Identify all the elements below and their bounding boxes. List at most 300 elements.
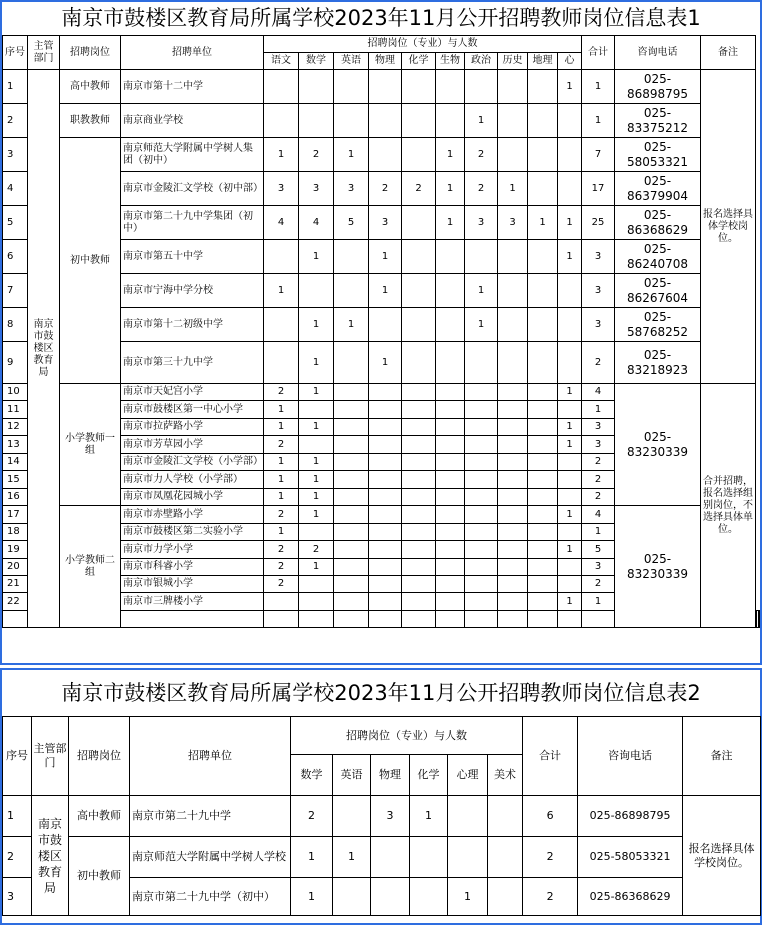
total-cell: 1 — [582, 70, 615, 104]
count-cell — [528, 506, 558, 524]
seq-cell: 2 — [3, 837, 32, 878]
phone-cell: 025-83218923 — [615, 342, 701, 384]
count-cell: 1 — [264, 138, 299, 172]
count-cell — [436, 454, 465, 471]
seq-cell: 22 — [3, 593, 28, 611]
phone-cell: 025-83230339 — [615, 506, 701, 628]
count-cell — [402, 541, 436, 559]
count-cell — [558, 454, 582, 471]
count-cell: 1 — [436, 138, 465, 172]
total-cell: 3 — [582, 419, 615, 436]
seq-cell: 17 — [3, 506, 28, 524]
seq-cell: 21 — [3, 576, 28, 593]
phone-cell: 025-83230339 — [615, 384, 701, 506]
count-cell — [558, 138, 582, 172]
count-cell — [402, 384, 436, 401]
count-cell — [498, 138, 528, 172]
count-cell — [402, 454, 436, 471]
count-cell: 1 — [369, 274, 402, 308]
count-cell — [528, 342, 558, 384]
unit-cell: 南京商业学校 — [121, 104, 264, 138]
header-subject: 数学 — [299, 53, 334, 70]
count-cell — [498, 70, 528, 104]
total-cell: 2 — [582, 489, 615, 506]
count-cell — [299, 593, 334, 611]
count-cell — [528, 240, 558, 274]
count-cell — [402, 524, 436, 541]
count-cell: 1 — [299, 240, 334, 274]
header-seq: 序号 — [3, 717, 32, 796]
total-cell: 4 — [582, 384, 615, 401]
seq-cell: 3 — [3, 138, 28, 172]
total-cell: 25 — [582, 206, 615, 240]
count-cell: 1 — [333, 837, 371, 878]
count-cell — [448, 796, 488, 837]
count-cell — [264, 240, 299, 274]
header-subject: 化学 — [402, 53, 436, 70]
count-cell — [465, 506, 498, 524]
unit-cell: 南京市鼓楼区第二实验小学 — [121, 524, 264, 541]
header-phone: 咨询电话 — [578, 717, 683, 796]
count-cell — [369, 419, 402, 436]
count-cell: 1 — [264, 274, 299, 308]
unit-cell: 南京市银城小学 — [121, 576, 264, 593]
count-cell: 1 — [436, 172, 465, 206]
header-subject: 心 — [558, 53, 582, 70]
count-cell: 1 — [558, 240, 582, 274]
header-unit: 招聘单位 — [121, 36, 264, 70]
post-cell: 职教教师 — [60, 104, 121, 138]
table-row — [3, 70, 760, 104]
count-cell — [498, 506, 528, 524]
phone-cell: 025-58053321 — [615, 138, 701, 172]
count-cell — [528, 541, 558, 559]
phone-cell: 025-86368629 — [615, 206, 701, 240]
count-cell — [436, 104, 465, 138]
table-row — [3, 36, 760, 53]
count-cell — [528, 524, 558, 541]
count-cell — [334, 384, 369, 401]
header-dept: 主管部门 — [32, 717, 69, 796]
count-cell — [369, 541, 402, 559]
count-cell — [498, 541, 528, 559]
total-cell: 3 — [582, 308, 615, 342]
total-cell: 2 — [582, 454, 615, 471]
post-cell: 初中教师 — [60, 138, 121, 384]
total-cell: 3 — [582, 559, 615, 576]
count-cell: 1 — [299, 471, 334, 489]
count-cell — [558, 104, 582, 138]
count-cell — [528, 576, 558, 593]
header-subject-group: 招聘岗位（专业）与人数 — [291, 717, 523, 755]
seq-cell: 3 — [3, 878, 32, 916]
header-subject: 化学 — [410, 755, 448, 796]
count-cell — [410, 837, 448, 878]
count-cell — [465, 454, 498, 471]
table-row — [3, 796, 761, 837]
count-cell — [528, 70, 558, 104]
count-cell: 1 — [264, 401, 299, 419]
seq-cell: 10 — [3, 384, 28, 401]
unit-cell — [264, 611, 299, 628]
count-cell — [264, 593, 299, 611]
total-cell: 3 — [582, 274, 615, 308]
unit-cell: 南京师范大学附属中学树人集团（初中） — [121, 138, 264, 172]
count-cell — [436, 593, 465, 611]
count-cell — [465, 240, 498, 274]
phone-cell: 025-86368629 — [578, 878, 683, 916]
count-cell — [334, 524, 369, 541]
note-cell — [758, 611, 759, 628]
count-cell — [528, 401, 558, 419]
header-subject: 数学 — [291, 755, 333, 796]
count-cell: 1 — [465, 104, 498, 138]
count-cell — [528, 611, 558, 628]
count-cell — [465, 593, 498, 611]
count-cell — [488, 796, 523, 837]
count-cell: 2 — [369, 172, 402, 206]
count-cell: 1 — [369, 342, 402, 384]
count-cell — [402, 471, 436, 489]
unit-cell: 南京市科睿小学 — [121, 559, 264, 576]
phone-cell: 025-86267604 — [615, 274, 701, 308]
seq-cell: 9 — [3, 342, 28, 384]
total-cell: 2 — [582, 576, 615, 593]
count-cell — [498, 104, 528, 138]
count-cell — [498, 593, 528, 611]
count-cell — [436, 489, 465, 506]
total-cell: 17 — [582, 172, 615, 206]
count-cell — [498, 274, 528, 308]
count-cell — [264, 342, 299, 384]
count-cell: 1 — [558, 206, 582, 240]
count-cell — [402, 308, 436, 342]
count-cell — [528, 104, 558, 138]
total-cell: 2 — [523, 878, 578, 916]
dept-cell: 南京市鼓楼区教育局 — [32, 796, 69, 916]
count-cell: 1 — [436, 206, 465, 240]
count-cell — [334, 436, 369, 454]
count-cell: 1 — [264, 489, 299, 506]
count-cell — [528, 138, 558, 172]
count-cell — [558, 308, 582, 342]
count-cell — [334, 593, 369, 611]
header-unit: 招聘单位 — [130, 717, 291, 796]
count-cell: 1 — [410, 796, 448, 837]
count-cell — [436, 471, 465, 489]
header-subject: 政治 — [465, 53, 498, 70]
count-cell — [436, 436, 465, 454]
count-cell: 1 — [465, 274, 498, 308]
count-cell — [582, 611, 615, 628]
count-cell — [402, 419, 436, 436]
unit-cell: 南京市第二十九中学集团（初中） — [121, 206, 264, 240]
count-cell: 4 — [299, 206, 334, 240]
count-cell — [334, 70, 369, 104]
header-total: 合计 — [523, 717, 578, 796]
count-cell: 3 — [465, 206, 498, 240]
count-cell — [436, 506, 465, 524]
recruitment-sheet-2 — [0, 668, 762, 925]
count-cell — [264, 104, 299, 138]
count-cell — [402, 274, 436, 308]
unit-cell: 南京市第五十中学 — [121, 240, 264, 274]
count-cell — [369, 489, 402, 506]
count-cell: 1 — [264, 524, 299, 541]
seq-cell: 4 — [3, 172, 28, 206]
post-cell: 初中教师 — [69, 837, 130, 916]
count-cell: 1 — [299, 506, 334, 524]
count-cell — [402, 576, 436, 593]
count-cell — [436, 240, 465, 274]
count-cell — [465, 489, 498, 506]
unit-cell: 南京市芳草园小学 — [121, 436, 264, 454]
count-cell — [558, 524, 582, 541]
count-cell — [448, 837, 488, 878]
count-cell — [369, 401, 402, 419]
count-cell: 2 — [402, 172, 436, 206]
header-note: 备注 — [683, 717, 761, 796]
count-cell — [299, 611, 334, 628]
count-cell: 1 — [264, 454, 299, 471]
count-cell — [334, 240, 369, 274]
count-cell — [465, 342, 498, 384]
count-cell: 2 — [291, 796, 333, 837]
count-cell: 1 — [299, 419, 334, 436]
count-cell: 2 — [465, 138, 498, 172]
header-subject: 物理 — [369, 53, 402, 70]
total-cell: 1 — [582, 593, 615, 611]
count-cell — [465, 559, 498, 576]
sheet-1-table — [2, 35, 760, 628]
count-cell — [299, 70, 334, 104]
count-cell — [402, 104, 436, 138]
count-cell — [299, 401, 334, 419]
count-cell — [528, 308, 558, 342]
count-cell — [334, 274, 369, 308]
count-cell: 1 — [334, 308, 369, 342]
table-row — [3, 138, 760, 172]
count-cell — [558, 342, 582, 384]
header-subject: 地理 — [528, 53, 558, 70]
phone-cell: 025-86898795 — [615, 70, 701, 104]
count-cell — [436, 401, 465, 419]
count-cell — [528, 436, 558, 454]
count-cell: 1 — [558, 436, 582, 454]
unit-cell: 南京市力学小学 — [121, 541, 264, 559]
count-cell — [558, 611, 582, 628]
count-cell — [299, 274, 334, 308]
count-cell — [498, 240, 528, 274]
count-cell: 1 — [299, 342, 334, 384]
seq-cell: 7 — [3, 274, 28, 308]
count-cell — [465, 384, 498, 401]
count-cell: 1 — [264, 419, 299, 436]
count-cell — [528, 593, 558, 611]
header-phone: 咨询电话 — [615, 36, 701, 70]
count-cell — [334, 559, 369, 576]
unit-cell: 南京市金陵汇文学校（小学部） — [121, 454, 264, 471]
count-cell — [498, 559, 528, 576]
sheet-1-title: 南京市鼓楼区教育局所属学校2023年11月公开招聘教师岗位信息表1 — [61, 6, 701, 30]
seq-cell: 5 — [3, 206, 28, 240]
count-cell: 3 — [334, 172, 369, 206]
count-cell — [334, 454, 369, 471]
unit-cell: 南京市拉萨路小学 — [121, 419, 264, 436]
total-cell: 3 — [582, 436, 615, 454]
count-cell — [465, 436, 498, 454]
count-cell — [498, 454, 528, 471]
count-cell — [369, 454, 402, 471]
count-cell: 1 — [558, 541, 582, 559]
count-cell — [334, 576, 369, 593]
count-cell: 1 — [299, 308, 334, 342]
total-cell: 1 — [582, 524, 615, 541]
count-cell — [465, 524, 498, 541]
seq-cell: 6 — [3, 240, 28, 274]
count-cell — [264, 70, 299, 104]
count-cell — [371, 878, 410, 916]
count-cell — [334, 342, 369, 384]
count-cell — [402, 611, 436, 628]
total-cell: 4 — [582, 506, 615, 524]
count-cell — [334, 541, 369, 559]
count-cell — [334, 104, 369, 138]
count-cell — [369, 70, 402, 104]
count-cell — [528, 454, 558, 471]
count-cell — [558, 172, 582, 206]
count-cell — [528, 172, 558, 206]
total-cell: 3 — [582, 240, 615, 274]
seq-cell: 18 — [3, 524, 28, 541]
count-cell — [465, 471, 498, 489]
total-cell: 1 — [582, 104, 615, 138]
count-cell — [498, 419, 528, 436]
table-row — [3, 717, 761, 755]
unit-cell: 南京市第十二初级中学 — [121, 308, 264, 342]
header-subject: 英语 — [333, 755, 371, 796]
count-cell — [498, 489, 528, 506]
note-cell: 报名选择具体学校岗位。 — [701, 70, 756, 384]
count-cell — [528, 419, 558, 436]
count-cell — [436, 524, 465, 541]
table-row — [3, 104, 760, 138]
count-cell: 1 — [448, 878, 488, 916]
count-cell — [498, 471, 528, 489]
count-cell — [558, 471, 582, 489]
count-cell — [436, 419, 465, 436]
count-cell: 1 — [264, 471, 299, 489]
count-cell — [369, 576, 402, 593]
count-cell: 3 — [299, 172, 334, 206]
count-cell: 3 — [371, 796, 410, 837]
count-cell — [558, 559, 582, 576]
unit-cell: 南京市第十二中学 — [121, 70, 264, 104]
count-cell — [436, 274, 465, 308]
count-cell — [528, 489, 558, 506]
seq-cell: 16 — [3, 489, 28, 506]
count-cell — [488, 837, 523, 878]
count-cell — [369, 384, 402, 401]
count-cell: 2 — [264, 559, 299, 576]
count-cell — [558, 401, 582, 419]
seq-cell: 15 — [3, 471, 28, 489]
unit-cell: 南京市凤凰花园城小学 — [121, 489, 264, 506]
header-subject: 物理 — [371, 755, 410, 796]
count-cell: 1 — [465, 308, 498, 342]
count-cell — [402, 593, 436, 611]
count-cell: 1 — [299, 454, 334, 471]
post-cell: 高中教师 — [60, 70, 121, 104]
count-cell — [410, 878, 448, 916]
post-cell: 小学教师一组 — [60, 384, 121, 506]
count-cell — [498, 524, 528, 541]
count-cell — [465, 401, 498, 419]
count-cell — [402, 206, 436, 240]
seq-cell: 1 — [3, 70, 28, 104]
count-cell — [465, 419, 498, 436]
count-cell — [369, 138, 402, 172]
count-cell — [369, 308, 402, 342]
unit-cell: 南京市赤壁路小学 — [121, 506, 264, 524]
header-subject: 心理 — [448, 755, 488, 796]
count-cell — [436, 559, 465, 576]
count-cell: 1 — [558, 384, 582, 401]
count-cell: 1 — [299, 489, 334, 506]
count-cell — [498, 308, 528, 342]
count-cell — [334, 506, 369, 524]
total-cell: 2 — [523, 837, 578, 878]
table-row — [3, 506, 760, 524]
count-cell — [436, 611, 465, 628]
table-row — [3, 837, 761, 878]
unit-cell: 南京师范大学附属中学树人学校 — [130, 837, 291, 878]
count-cell — [402, 506, 436, 524]
count-cell: 3 — [498, 206, 528, 240]
count-cell: 1 — [334, 138, 369, 172]
unit-cell: 南京市天妃宫小学 — [121, 384, 264, 401]
count-cell — [334, 489, 369, 506]
count-cell — [369, 436, 402, 454]
note-cell: 合并招聘，报名选择组别岗位，不选择具体单位。 — [701, 384, 756, 628]
count-cell — [334, 611, 369, 628]
count-cell: 1 — [528, 206, 558, 240]
phone-cell: 025-86898795 — [578, 796, 683, 837]
unit-cell: 南京市鼓楼区第一中心小学 — [121, 401, 264, 419]
seq-cell: 1 — [3, 796, 32, 837]
post-cell: 高中教师 — [69, 796, 130, 837]
seq-cell: 8 — [3, 308, 28, 342]
count-cell: 5 — [334, 206, 369, 240]
count-cell: 2 — [264, 436, 299, 454]
seq-cell: 14 — [3, 454, 28, 471]
phone-cell: 025-83375212 — [615, 104, 701, 138]
count-cell: 1 — [558, 506, 582, 524]
count-cell — [334, 471, 369, 489]
count-cell — [436, 384, 465, 401]
count-cell — [333, 796, 371, 837]
sheet-2-table — [2, 716, 761, 916]
count-cell — [528, 384, 558, 401]
count-cell: 1 — [291, 878, 333, 916]
count-cell: 2 — [264, 576, 299, 593]
phone-cell: 025-86240708 — [615, 240, 701, 274]
unit-cell: 南京市宁海中学分校 — [121, 274, 264, 308]
count-cell — [558, 576, 582, 593]
header-total: 合计 — [582, 36, 615, 70]
count-cell — [558, 489, 582, 506]
count-cell — [528, 471, 558, 489]
